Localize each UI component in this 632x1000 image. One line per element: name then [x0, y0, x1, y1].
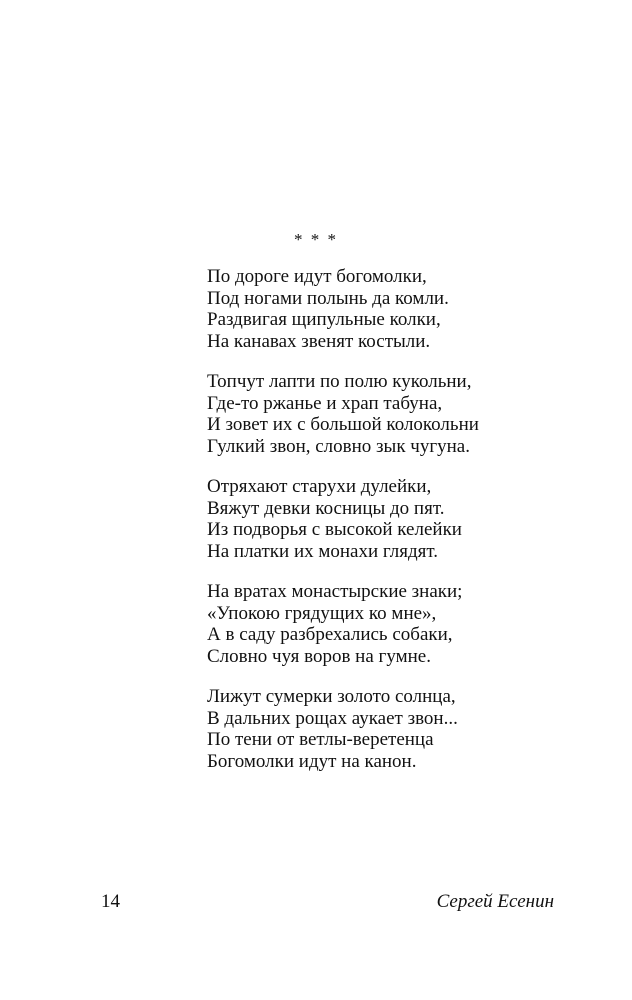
poem-line: По дороге идут богомолки, — [207, 266, 427, 287]
poem-line: А в саду разбрехались собаки, — [207, 624, 453, 645]
poem-line: Раздвигая щипульные колки, — [207, 309, 441, 330]
poem-line: Лижут сумерки золото солнца, — [207, 686, 456, 707]
poem-line: Богомолки идут на канон. — [207, 750, 417, 772]
page-number: 14 — [101, 891, 120, 912]
stanza-3 — [207, 476, 567, 562]
poem-line: Где-то ржанье и храп табуна, — [207, 392, 443, 414]
poem-line: Вяжут девки косницы до пят. — [207, 497, 445, 519]
poem-line: «Упокою грядущих ко мне», — [207, 602, 437, 624]
poem-body — [207, 266, 567, 791]
poem-line: Топчут лапти по полю кукольни, — [207, 371, 472, 392]
stanza-1 — [207, 266, 567, 352]
stanza-2 — [207, 371, 567, 457]
stanza-5 — [207, 686, 567, 772]
poem-line: На платки их монахи глядят. — [207, 540, 438, 562]
poem-line: По тени от ветлы-веретенца — [207, 729, 434, 750]
poem-line: Из подворья с высокой келейки — [207, 519, 462, 540]
running-footer-author: Сергей Есенин — [436, 891, 554, 912]
poem-line: Словно чуя воров на гумне. — [207, 645, 431, 667]
stanza-4 — [207, 581, 567, 667]
poem-line: И зовет их с большой колокольни — [207, 414, 479, 435]
poem-line: На канавах звенят костыли. — [207, 330, 431, 352]
poem-line: На вратах монастырские знаки; — [207, 581, 463, 602]
poem-line: Под ногами полынь да комли. — [207, 287, 449, 309]
poem-line: Гулкий звон, словно зык чугуна. — [207, 435, 470, 457]
poem-line: В дальних рощах аукает звон... — [207, 707, 458, 729]
stanza-ornament: * * * — [294, 230, 338, 249]
poem-line: Отряхают старухи дулейки, — [207, 476, 432, 497]
